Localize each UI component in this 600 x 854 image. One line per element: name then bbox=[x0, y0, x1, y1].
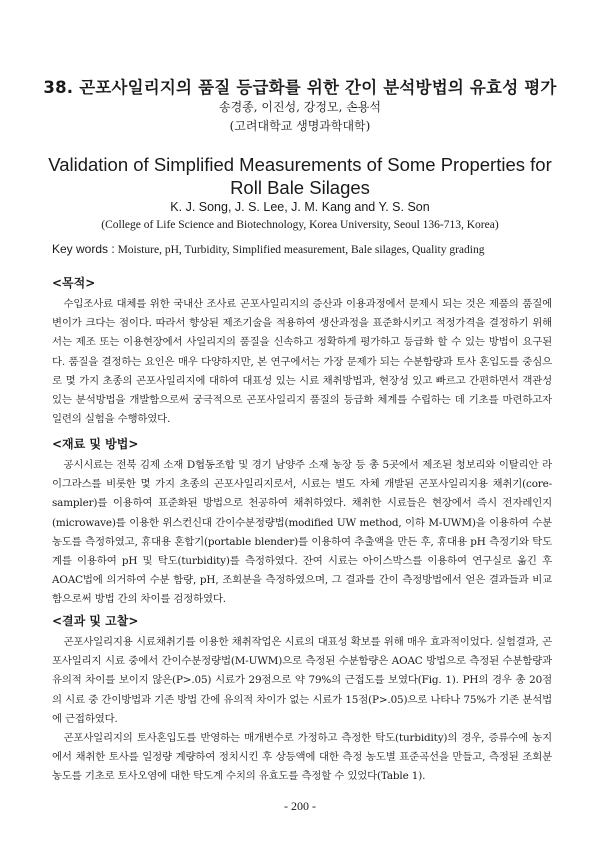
section-paragraph: 수입조사료 대체를 위한 국내산 조사료 곤포사일리지의 증산과 이용과정에서 문제시 되는 것은 제품의 품질에 변이가 크다는 점이다. 따라서 향상된 제조기술을 적용하여 생산과정을 표준화시키고 적정가격을 결정하기 위해서는 제조 또는 이용현장에서 사일리지의 품질을 신속하고 정확하게 평가하고 등급화 할 수 있는 방법이 요구된다. 품질을 결정하는 요인은 매우 다양하지만, 본 연구에서는 가장 문제가 되는 수분함량과 토사 혼입도를 중심으로 몇 가지 초종의 곤포사일리지에 대하여 대표성 있는 시료 채취방법과, 현장성 있고 빠르고 간편하면서 객관성 있는 분석방법을 개발함으로써 궁극적으로 곤포사일리지 품질의 등급화 체계를 수립하는 데 기초를 마련하고자 일련의 실험을 수행하였다. bbox=[52, 298, 552, 426]
english-affiliation: (College of Life Science and Biotechnology, Korea University, Seoul 136-713, Korea) bbox=[101, 219, 499, 231]
section-paragraph: 곤포사일리지의 토사혼입도를 반영하는 매개변수로 가정하고 측정한 탁도(turbidity)의 경우, 증류수에 농지에서 채취한 토사를 일정량 계량하여 정치시킨 후 상등액에 대한 측정 농도별 표준곡선을 만들고, 측정된 조회분 농도를 기초로 토사오염에 대한 탁도계 수치의 유효도를 측정할 수 있었다(Table 1). bbox=[52, 732, 552, 783]
section-purpose bbox=[52, 274, 552, 429]
korean-authors: 송경종, 이진성, 강정모, 손용석 bbox=[219, 100, 381, 114]
english-authors: K. J. Song, J. S. Lee, J. M. Kang and Y. S. Son bbox=[170, 200, 430, 214]
section-heading: <결과 및 고찰> bbox=[52, 614, 139, 628]
keywords-label: Key words : bbox=[52, 242, 115, 256]
section-results-discussion bbox=[52, 612, 552, 787]
section-materials-methods bbox=[52, 435, 552, 610]
korean-affiliation: (고려대학교 생명과학대학) bbox=[229, 119, 371, 133]
page-number: - 200 - bbox=[284, 799, 316, 813]
keywords-text: Moisture, pH, Turbidity, Simplified measurement, Bale silages, Quality grading bbox=[117, 244, 485, 256]
section-heading: <재료 및 방법> bbox=[52, 437, 139, 451]
section-paragraph: 공시시료는 전북 김제 소재 D협동조합 및 경기 남양주 소재 농장 등 총 5곳에서 제조된 청보리와 이탈리안 라이그라스를 비롯한 몇 가지 초종의 곤포사일리지로서, 시료는 별도 자체 개발된 곤포사일리지용 채취기(core-sampler)를 이용하여 표준화된 방법으로 천공하여 채취하였다. 채취한 시료들은 현장에서 즉시 전자레인지(microwave)를 이용한 위스컨신대 간이수분정량법(modified UW method, 이하 M-UWM)을 이용하여 수분농도를 측정하였고, 휴대용 혼합기(portable blender)를 이용하여 추출액을 만든 후, 휴대용 pH 측정기와 탁도계를 이용하여 pH 및 탁도(turbidity)를 측정하였다. 잔여 시료는 아이스박스를 이용하여 연구실로 옮긴 후 AOAC법에 의거하여 수분 함량, pH, 조회분을 측정하였으며, 그 결과를 간이 측정방법에서 얻은 결과들과 비교함으로써 방법 간의 차이를 검정하였다. bbox=[52, 459, 552, 606]
korean-title: 38. 곤포사일리지의 품질 등급화를 위한 간이 분석방법의 유효성 평가 bbox=[43, 78, 557, 97]
section-paragraph: 곤포사일리지용 시료채취기를 이용한 채취작업은 시료의 대표성 확보를 위해 매우 효과적이었다. 실험결과, 곤포사일리지 시료 중에서 간이수분정량법(M-UWM)으로 측정된 수분함량은 AOAC 방법으로 측정된 수분함량과 유의적 차이를 보이지 않은(P>.05) 시료가 29점으로 약 79%의 근접도를 보였다(Fig. 1). PH의 경우 총 20점의 시료 중 간이방법과 기존 방법 간에 유의적 차이가 없는 시료가 15점(P>.05)으로 나타나 75%가 기존 분석법에 근접하였다. bbox=[52, 636, 552, 725]
keywords-line bbox=[52, 242, 552, 256]
english-title: Validation of Simplified Measurements of Some Properties for Roll Bale Silages bbox=[48, 154, 552, 198]
section-heading: <목적> bbox=[52, 276, 96, 290]
